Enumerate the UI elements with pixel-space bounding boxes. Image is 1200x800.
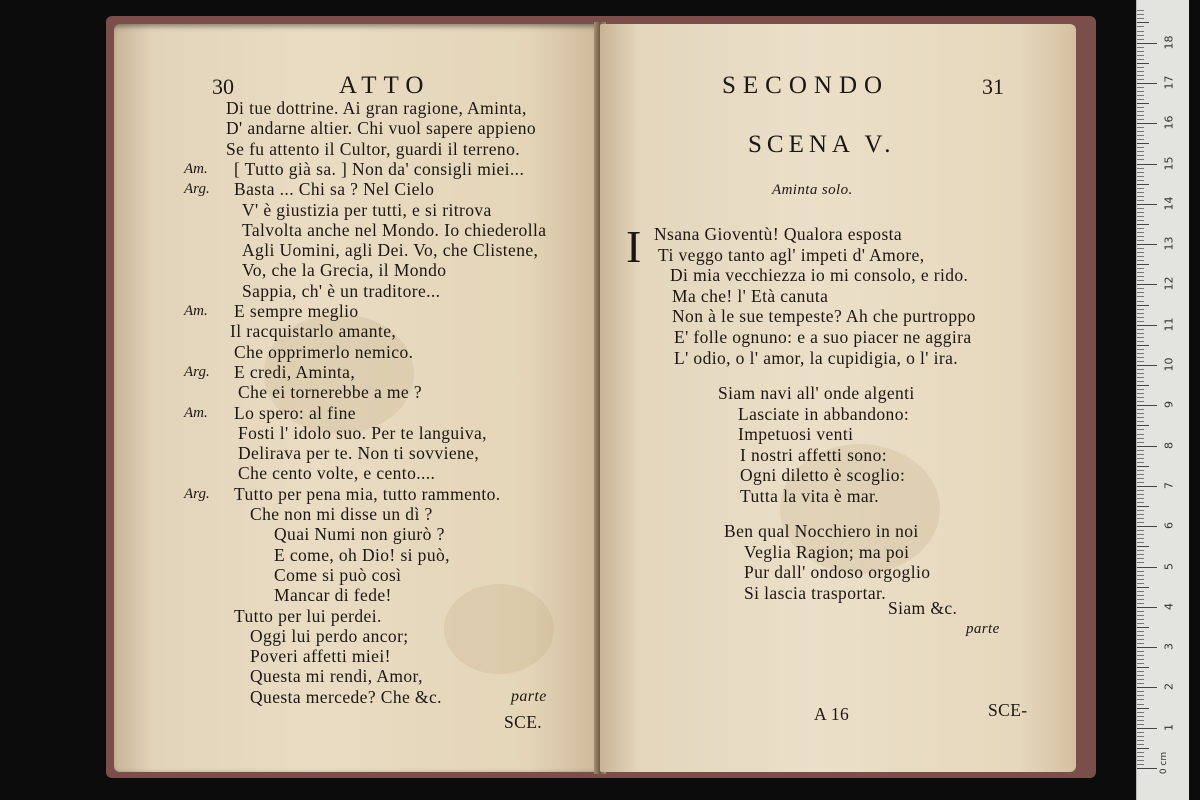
ruler-tick — [1137, 651, 1144, 652]
ruler-tick — [1137, 446, 1157, 447]
ruler-tick — [1137, 164, 1157, 165]
ruler-tick — [1137, 345, 1149, 346]
verse-line: Tutta la vita è mar. — [740, 486, 880, 506]
ruler-tick — [1137, 232, 1144, 233]
verse-line: Pur dall' ondoso orgoglio — [744, 562, 931, 583]
ruler-tick — [1137, 55, 1144, 56]
ruler-tick — [1137, 639, 1144, 640]
ruler-tick — [1137, 95, 1144, 96]
ruler-tick — [1137, 421, 1144, 422]
verse-line: D' andarne altier. Chi vuol sapere appieno — [226, 118, 537, 139]
ruler-cm-label: 2 — [1162, 683, 1176, 691]
ruler-cm-label: 13 — [1162, 236, 1176, 251]
ruler-tick — [1137, 631, 1144, 632]
running-head: ATTO — [339, 72, 431, 99]
verse-line: Se fu attento il Cultor, guardi il terreno. — [226, 138, 521, 159]
ruler-tick — [1137, 663, 1144, 664]
ruler-tick — [1137, 494, 1144, 495]
ruler-tick — [1137, 728, 1157, 729]
ruler-tick — [1137, 321, 1144, 322]
ruler-tick — [1137, 575, 1144, 576]
ruler-tick — [1137, 760, 1144, 761]
verse-line: L' odio, o l' amor, la cupidigia, o l' ira. — [674, 347, 959, 368]
ruler-tick — [1137, 67, 1144, 68]
ruler-tick — [1137, 337, 1144, 338]
ruler-cm-label: 18 — [1162, 35, 1176, 50]
ruler-tick — [1137, 635, 1144, 636]
ruler-tick — [1137, 309, 1144, 310]
ruler-tick — [1137, 571, 1144, 572]
ruler-tick — [1137, 736, 1144, 737]
ruler-tick — [1137, 369, 1144, 370]
ruler-tick — [1137, 679, 1144, 680]
verse-line: Talvolta anche nel Mondo. Io chiederolla — [242, 219, 547, 240]
ruler-tick — [1137, 216, 1144, 217]
ruler-tick — [1137, 212, 1144, 213]
ruler-tick — [1137, 546, 1149, 547]
ruler-tick — [1137, 349, 1144, 350]
ruler-tick — [1137, 180, 1144, 181]
ruler-tick — [1137, 236, 1144, 237]
verse-line: E' folle ognuno: e a suo piacer ne aggira — [674, 327, 972, 347]
ruler-tick — [1137, 139, 1144, 140]
ruler-tick — [1137, 756, 1144, 757]
ruler-tick — [1137, 478, 1144, 479]
verse-line: Di tue dottrine. Ai gran ragione, Aminta, — [226, 98, 527, 118]
ruler-tick — [1137, 506, 1149, 507]
ruler-tick — [1137, 131, 1144, 132]
ruler-cm-label: 6 — [1162, 522, 1176, 530]
verse-line: Nsana Gioventù! Qualora esposta — [654, 224, 903, 244]
left-page — [114, 24, 602, 772]
ruler-tick — [1137, 341, 1144, 342]
ruler-tick — [1137, 752, 1144, 753]
ruler-tick — [1137, 276, 1144, 277]
ruler-tick — [1137, 740, 1144, 741]
ruler-tick — [1137, 643, 1144, 644]
ruler-tick — [1137, 699, 1144, 700]
ruler-tick — [1137, 204, 1157, 205]
ruler-cm-label: 7 — [1162, 481, 1176, 489]
ruler-tick — [1137, 671, 1144, 672]
verse-line: Si lascia trasportar. — [744, 582, 887, 603]
ruler-tick — [1137, 35, 1144, 36]
ruler-tick — [1137, 264, 1149, 265]
ruler-tick — [1137, 240, 1144, 241]
page-number: 31 — [982, 74, 1004, 99]
ruler-tick — [1137, 764, 1144, 765]
ruler-tick — [1137, 155, 1144, 156]
verse-line: Ben qual Nocchiero in noi — [724, 521, 919, 541]
ruler-tick — [1137, 168, 1144, 169]
verse-line: Agli Uomini, agli Dei. Vo, che Clistene, — [242, 240, 539, 261]
verse-line: Oggi lui perdo ancor; — [250, 625, 409, 646]
ruler-tick — [1137, 429, 1144, 430]
ruler-tick — [1137, 111, 1144, 112]
ruler-tick — [1137, 587, 1149, 588]
ruler-tick — [1137, 305, 1149, 306]
speaker-label: Arg. — [184, 181, 210, 198]
verse-line: E sempre meglio — [234, 301, 359, 321]
ruler-tick — [1137, 272, 1144, 273]
ruler-tick — [1137, 288, 1144, 289]
ruler-tick — [1137, 454, 1144, 455]
ruler-tick — [1137, 381, 1144, 382]
ruler-tick — [1137, 615, 1144, 616]
ruler-tick — [1137, 732, 1144, 733]
ruler-tick — [1137, 482, 1144, 483]
ruler-tick — [1137, 377, 1144, 378]
ruler-tick — [1137, 228, 1144, 229]
verse-line: Lo spero: al fine — [234, 402, 356, 423]
ruler-tick — [1137, 768, 1157, 769]
ruler-tick — [1137, 720, 1144, 721]
verse-line: Il racquistarlo amante, — [230, 321, 397, 342]
ruler-tick — [1137, 712, 1144, 713]
ruler-tick — [1137, 75, 1144, 76]
ruler-tick — [1137, 159, 1144, 160]
ruler-tick — [1137, 151, 1144, 152]
ruler-tick — [1137, 47, 1144, 48]
signature-mark: A 16 — [814, 704, 850, 724]
verse-line: Questa mi rendi, Amor, — [250, 666, 423, 687]
ruler-tick — [1137, 510, 1144, 511]
ruler-tick — [1137, 611, 1144, 612]
verse-line: Di mia vecchiezza io mi consolo, e rido. — [670, 265, 969, 286]
verse-line: Poveri affetti miei! — [250, 646, 391, 667]
running-head: SECONDO — [722, 72, 890, 99]
ruler-tick — [1137, 413, 1144, 414]
verse-line: V' è giustizia per tutti, e si ritrova — [242, 199, 492, 220]
ruler-tick — [1137, 296, 1144, 297]
verse-line: Quai Numi non giurò ? — [274, 524, 445, 545]
verse-line: Veglia Ragion; ma poi — [744, 541, 910, 562]
verse-line: Questa mercede? Che &c. — [250, 686, 442, 707]
ruler-tick — [1137, 83, 1157, 84]
verse-line: I nostri affetti sono: — [740, 444, 887, 465]
ruler-tick — [1137, 724, 1144, 725]
ruler-tick — [1137, 591, 1144, 592]
ruler-tick — [1137, 14, 1144, 15]
ruler-tick — [1137, 260, 1144, 261]
verse-line: Tutto per lui perdei. — [234, 605, 382, 626]
ruler-tick — [1137, 425, 1149, 426]
speaker-label: Am. — [184, 303, 208, 319]
exit-direction: parte — [511, 688, 547, 705]
paper-stain — [444, 584, 554, 674]
ruler-tick — [1137, 623, 1144, 624]
speaker-label: Arg. — [184, 363, 210, 380]
ruler-tick — [1137, 91, 1144, 92]
ruler-tick — [1137, 317, 1144, 318]
ruler-tick — [1137, 301, 1144, 302]
verse-line: Ma che! l' Età canuta — [672, 285, 829, 306]
ruler-tick — [1137, 438, 1144, 439]
ruler-tick — [1137, 619, 1144, 620]
ruler-tick — [1137, 579, 1144, 580]
ruler-tick — [1137, 248, 1144, 249]
drop-cap: I — [626, 221, 642, 272]
catchword: SCE- — [988, 700, 1028, 720]
verse-line: Mancar di fede! — [274, 585, 392, 606]
ruler-tick — [1137, 22, 1149, 23]
ruler-tick — [1137, 687, 1157, 688]
ruler-tick — [1137, 498, 1144, 499]
ruler-tick — [1137, 184, 1149, 185]
ruler-tick — [1137, 220, 1144, 221]
ruler-tick — [1137, 647, 1157, 648]
ruler-tick — [1137, 200, 1144, 201]
ruler-tick — [1137, 691, 1144, 692]
ruler-tick — [1137, 748, 1149, 749]
ruler-tick — [1137, 280, 1144, 281]
ruler-tick — [1137, 43, 1157, 44]
ruler-tick — [1137, 59, 1144, 60]
exit-direction: parte — [966, 621, 1000, 637]
ruler-cm-label: 11 — [1162, 317, 1176, 332]
ruler-cm-label: 8 — [1162, 441, 1176, 449]
ruler-tick — [1137, 31, 1144, 32]
ruler-tick — [1137, 450, 1144, 451]
ruler-tick — [1137, 333, 1144, 334]
ruler-tick — [1137, 667, 1149, 668]
ruler-tick — [1137, 123, 1157, 124]
ruler-cm-label: 3 — [1162, 643, 1176, 651]
ruler-tick — [1137, 744, 1144, 745]
ruler-tick — [1137, 599, 1144, 600]
ruler-tick — [1137, 103, 1149, 104]
ruler-tick — [1137, 458, 1144, 459]
ruler-tick — [1137, 409, 1144, 410]
ruler-tick — [1137, 583, 1144, 584]
ruler-tick — [1137, 627, 1149, 628]
ruler-tick — [1137, 313, 1144, 314]
ruler-tick — [1137, 51, 1144, 52]
verse-line: E credi, Aminta, — [234, 361, 356, 382]
ruler-tick — [1137, 357, 1144, 358]
verse-line: E come, oh Dio! si può, — [274, 544, 450, 565]
ruler-tick — [1137, 522, 1144, 523]
verse-line: Sappia, ch' è un traditore... — [242, 280, 441, 301]
ruler-tick — [1137, 292, 1144, 293]
ruler-tick — [1137, 10, 1144, 11]
ruler-tick — [1137, 63, 1149, 64]
da-capo: Siam &c. — [888, 598, 958, 618]
verse-line: Siam navi all' onde algenti — [718, 383, 915, 403]
ruler-cm-label: 14 — [1162, 196, 1176, 211]
ruler-tick — [1137, 365, 1157, 366]
ruler-tick — [1137, 434, 1144, 435]
ruler-tick — [1137, 26, 1144, 27]
ruler-tick — [1137, 526, 1157, 527]
ruler-tick — [1137, 514, 1144, 515]
ruler-tick — [1137, 558, 1144, 559]
verse-line: Che ei tornerebbe a me ? — [238, 382, 423, 403]
right-page — [600, 24, 1076, 772]
ruler-tick — [1137, 462, 1144, 463]
verse-line: Delirava per te. Non ti sovviene, — [238, 443, 480, 464]
ruler-tick — [1137, 486, 1157, 487]
ruler-tick — [1137, 353, 1144, 354]
ruler-tick — [1137, 518, 1144, 519]
verse-line: Fosti l' idolo suo. Per te languiva, — [238, 422, 487, 443]
catchword: SCE. — [504, 712, 543, 732]
ruler-tick — [1137, 442, 1144, 443]
ruler-tick — [1137, 268, 1144, 269]
ruler-tick — [1137, 325, 1157, 326]
measurement-ruler — [1136, 0, 1189, 800]
ruler-tick — [1137, 99, 1144, 100]
ruler-cm-label: 5 — [1162, 562, 1176, 570]
ruler-tick — [1137, 716, 1144, 717]
stage-direction: Aminta solo. — [772, 182, 853, 198]
ruler-cm-label: 15 — [1162, 156, 1176, 170]
verse-line: [ Tutto già sa. ] Non da' consigli miei... — [234, 158, 525, 179]
ruler-tick — [1137, 474, 1144, 475]
ruler-tick — [1137, 550, 1144, 551]
ruler-tick — [1137, 659, 1144, 660]
ruler-tick — [1137, 397, 1144, 398]
ruler-tick — [1137, 393, 1144, 394]
ruler-tick — [1137, 708, 1149, 709]
verse-line: Come si può così — [274, 564, 402, 585]
ruler-tick — [1137, 655, 1144, 656]
ruler-cm-label: 9 — [1162, 401, 1176, 409]
ruler-tick — [1137, 385, 1149, 386]
ruler-cm-label: 1 — [1162, 723, 1176, 731]
scene-title: SCENA V. — [748, 131, 896, 158]
speaker-label: Am. — [184, 404, 208, 421]
ruler-tick — [1137, 554, 1144, 555]
ruler-tick — [1137, 224, 1149, 225]
ruler-tick — [1137, 389, 1144, 390]
ruler-cm-label: 16 — [1162, 115, 1176, 130]
verse-line: Che non mi disse un dì ? — [250, 504, 433, 524]
ruler-tick — [1137, 595, 1144, 596]
ruler-tick — [1137, 490, 1144, 491]
ruler-tick — [1137, 502, 1144, 503]
verse-line: Lasciate in abbandono: — [738, 403, 910, 424]
ruler-tick — [1137, 284, 1157, 285]
ruler-tick — [1137, 329, 1144, 330]
ruler-tick — [1137, 87, 1144, 88]
ruler-tick — [1137, 704, 1144, 705]
ruler-tick — [1137, 405, 1157, 406]
verse-line: Che cento volte, e cento.... — [238, 463, 436, 484]
ruler-tick — [1137, 538, 1144, 539]
ruler-tick — [1137, 79, 1144, 80]
page-number: 30 — [212, 74, 234, 99]
ruler-tick — [1137, 373, 1144, 374]
verse-line: Vo, che la Grecia, il Mondo — [242, 260, 447, 281]
ruler-tick — [1137, 567, 1157, 568]
ruler-tick — [1137, 361, 1144, 362]
ruler-tick — [1137, 683, 1144, 684]
ruler-tick — [1137, 192, 1144, 193]
ruler-cm-label: 4 — [1162, 602, 1176, 610]
ruler-tick — [1137, 530, 1144, 531]
ruler-tick — [1137, 534, 1144, 535]
speaker-label: Arg. — [184, 485, 210, 502]
verse-line: Ti veggo tanto agl' impeti d' Amore, — [658, 244, 925, 265]
ruler-tick — [1137, 71, 1144, 72]
ruler-tick — [1137, 562, 1144, 563]
verse-line: Che opprimerlo nemico. — [234, 341, 414, 362]
ruler-tick — [1137, 208, 1144, 209]
ruler-tick — [1137, 252, 1144, 253]
ruler-tick — [1137, 675, 1144, 676]
ruler-tick — [1137, 135, 1144, 136]
ruler-cm-label: 10 — [1162, 357, 1176, 372]
ruler-tick — [1137, 695, 1144, 696]
ruler-cm-label: 12 — [1162, 276, 1176, 291]
verse-line: Non à le sue tempeste? Ah che purtroppo — [672, 306, 976, 327]
ruler-tick — [1137, 196, 1144, 197]
ruler-tick — [1137, 607, 1157, 608]
verse-line: Ogni diletto è scoglio: — [740, 465, 906, 486]
ruler-tick — [1137, 470, 1144, 471]
ruler-tick — [1137, 256, 1144, 257]
ruler-unit-label: 0 cm — [1159, 751, 1170, 775]
ruler-tick — [1137, 147, 1144, 148]
ruler-tick — [1137, 188, 1144, 189]
verse-line: Impetuosi venti — [738, 424, 854, 445]
ruler-tick — [1137, 603, 1144, 604]
ruler-tick — [1137, 176, 1144, 177]
ruler-tick — [1137, 107, 1144, 108]
ruler-tick — [1137, 143, 1149, 144]
ruler-cm-label: 17 — [1162, 75, 1176, 90]
ruler-tick — [1137, 119, 1144, 120]
ruler-tick — [1137, 244, 1157, 245]
ruler-tick — [1137, 401, 1144, 402]
ruler-tick — [1137, 127, 1144, 128]
verse-line: Tutto per pena mia, tutto rammento. — [234, 483, 501, 504]
ruler-tick — [1137, 115, 1144, 116]
ruler-tick — [1137, 417, 1144, 418]
ruler-tick — [1137, 18, 1144, 19]
verse-line: Basta ... Chi sa ? Nel Cielo — [234, 179, 435, 200]
ruler-tick — [1137, 466, 1149, 467]
speaker-label: Am. — [184, 160, 208, 177]
ruler-tick — [1137, 39, 1144, 40]
ruler-tick — [1137, 172, 1144, 173]
ruler-tick — [1137, 542, 1144, 543]
